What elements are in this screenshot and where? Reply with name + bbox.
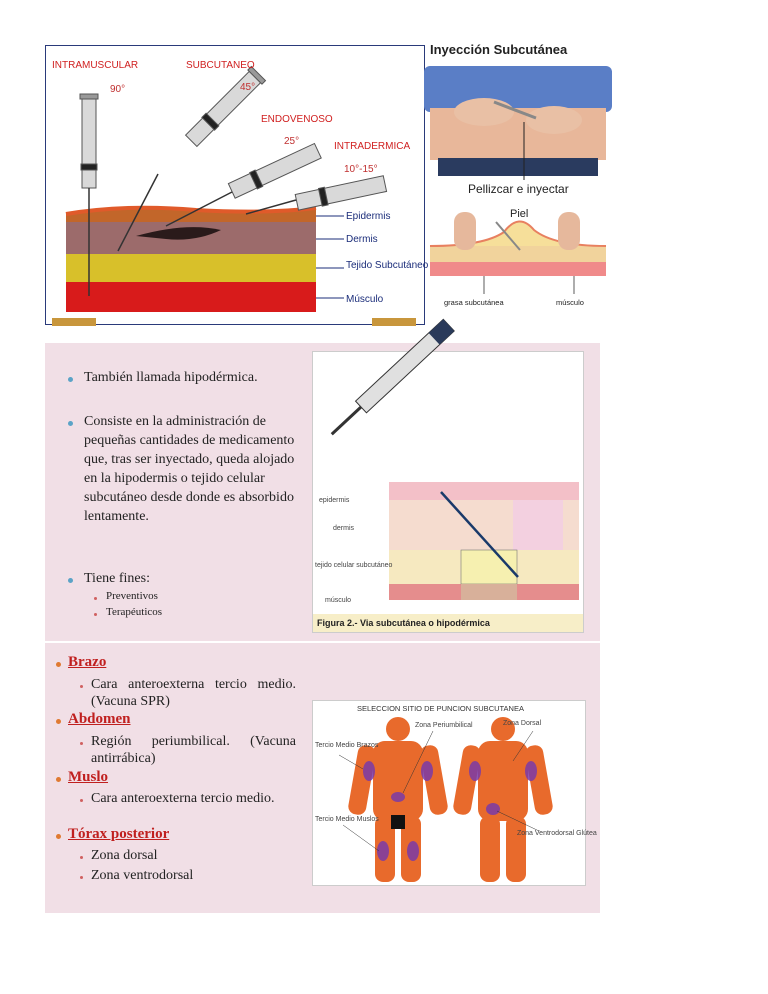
subc-muscle-label: músculo [556, 298, 584, 307]
bullet-dot [68, 377, 73, 382]
angle-45: 45° [240, 82, 256, 93]
site-muslo-desc: Cara anteroexterna tercio medio. [91, 791, 275, 806]
route-label-intramuscular: INTRAMUSCULAR [52, 60, 139, 71]
layer-musculo: Músculo [346, 294, 384, 305]
figure2 [312, 351, 584, 633]
label-muslos: Tercio Medio Muslos [315, 816, 379, 823]
bullet-dot [68, 421, 73, 426]
subc-title: Inyección Subcutánea [430, 42, 568, 57]
section1-sub-2: Terapéuticos [106, 606, 163, 618]
subc-fat-label: grasa subcutánea [444, 298, 504, 307]
bullet-dot [56, 719, 61, 724]
fig2-label-dermis: dermis [333, 525, 355, 532]
bullet-dot [56, 834, 61, 839]
site-torax-extra: Zona ventrodorsal [91, 868, 194, 883]
subc-pinch-caption: Pellizcar e inyectar [468, 182, 569, 196]
fig2-label-epidermis: epidermis [319, 497, 350, 504]
label-periumbilical: Zona Periumbilical [415, 722, 473, 729]
sub-bullet-dot [80, 685, 83, 688]
site-brazo-heading: Brazo [68, 654, 107, 670]
section1-bullet-1: También llamada hipodérmica. [84, 370, 258, 385]
label-dorsal: Zona Dorsal [503, 720, 542, 727]
label-ventrodorsal: Zona Ventrodorsal Glútea [517, 830, 597, 837]
layer-epidermis: Epidermis [346, 211, 391, 222]
section1-sub-1: Preventivos [106, 590, 158, 602]
fig2-caption: Figura 2.- Via subcutánea o hipodérmica [317, 618, 490, 628]
angle-10-15: 10°-15° [344, 164, 378, 175]
route-label-subcutaneo: SUBCUTANEO [186, 60, 255, 71]
subc-skin-label: Piel [510, 208, 529, 220]
angle-90: 90° [110, 84, 126, 95]
section1-bullet-3: Tiene fines: [84, 571, 150, 586]
bullet-dot [68, 578, 73, 583]
sites-title: SELECCION SITIO DE PUNCION SUBCUTANEA [357, 704, 524, 713]
sites-figure [312, 700, 597, 886]
base-right [372, 318, 416, 326]
sub-bullet-dot [80, 742, 83, 745]
section1-bullet-2: Consiste en la administración de pequeñas cantidades de medicamento que, tras ser inyectado, queda alojado en la hipodermis o tejido celular subcutáneo desde donde es absorbido lentamente. [84, 414, 295, 524]
injection-routes-diagram [45, 45, 429, 325]
site-brazo-desc: Cara anteroexterna tercio medio. (Vacuna SPR) [91, 677, 296, 709]
route-label-intradermica: INTRADERMICA [334, 141, 411, 152]
sub-bullet-dot [94, 597, 97, 600]
site-abdomen-desc: Región periumbilical. (Vacuna antirrábica) [91, 734, 296, 766]
site-torax-heading: Tórax posterior [68, 826, 170, 842]
route-label-endovenoso: ENDOVENOSO [261, 114, 333, 125]
bullet-dot [56, 777, 61, 782]
site-abdomen-heading: Abdomen [68, 711, 131, 727]
sub-bullet-dot [80, 856, 83, 859]
angle-25: 25° [284, 136, 300, 147]
sub-bullet-dot [80, 876, 83, 879]
bullet-dot [56, 662, 61, 667]
site-muslo-heading: Muslo [68, 769, 109, 785]
layer-dermis: Dermis [346, 234, 378, 245]
fig2-label-tejido: tejido celular subcutáneo [315, 562, 393, 569]
layer-tejido: Tejido Subcutáneo [346, 260, 429, 271]
site-torax-desc: Zona dorsal [91, 848, 158, 863]
sub-bullet-dot [94, 613, 97, 616]
sub-bullet-dot [80, 799, 83, 802]
fig2-label-musculo: músculo [325, 597, 352, 604]
label-brazos: Tercio Medio Brazos [315, 742, 379, 749]
base-left [52, 318, 96, 326]
